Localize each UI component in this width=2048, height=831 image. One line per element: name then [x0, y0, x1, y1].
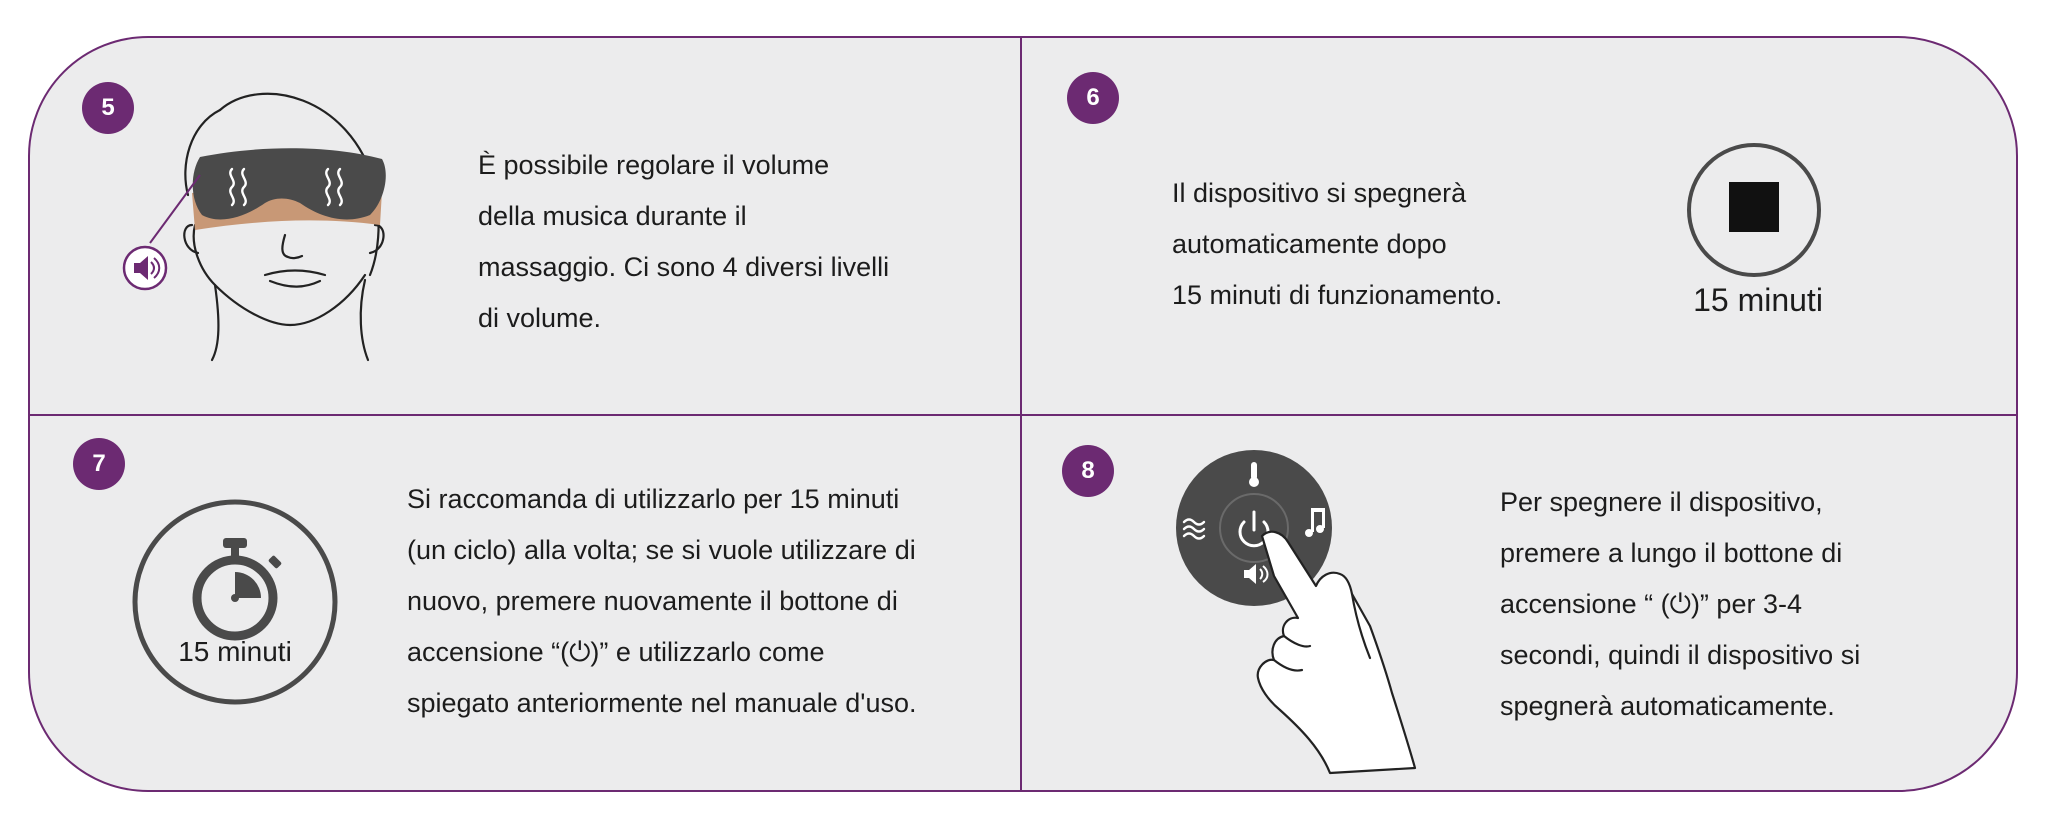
auto-off-caption: 15 minuti	[1693, 282, 1823, 318]
step-badge-6: 6	[1067, 72, 1119, 124]
stopwatch-icon	[131, 498, 339, 706]
hand-outline	[1258, 532, 1415, 773]
head-with-eye-massager-illustration	[120, 75, 400, 365]
step-badge-7: 7	[73, 438, 125, 490]
hand-pressing-power-button-illustration	[1170, 448, 1420, 778]
stop-icon	[1686, 142, 1822, 278]
step-6-text: Il dispositivo si spegnerà automaticamente dopo 15 minuti di funzionamento.	[1172, 178, 1503, 310]
step-7-text: Si raccomanda di utilizzarlo per 15 minuti (un ciclo) alla volta; se si vuole utilizzare di nuovo, premere nuovamente il bottone di accensione “(⏻)” e utilizzarlo come spiegato anteriormente nel manuale d'uso.	[407, 484, 917, 718]
step-8-text: Per spegnere il dispositivo, premere a lungo il bottone di accensione “ (⏻)” per 3-4 secondi, quindi il dispositivo si spegnerà automaticamente.	[1500, 487, 1861, 721]
horizontal-divider	[28, 414, 2018, 416]
timer-caption: 15 minuti	[178, 636, 292, 667]
step-5-text: È possibile regolare il volume della musica durante il massaggio. Ci sono 4 diversi livelli di volume.	[478, 150, 890, 333]
step-badge-5: 5	[82, 82, 134, 134]
step-badge-8: 8	[1062, 445, 1114, 497]
